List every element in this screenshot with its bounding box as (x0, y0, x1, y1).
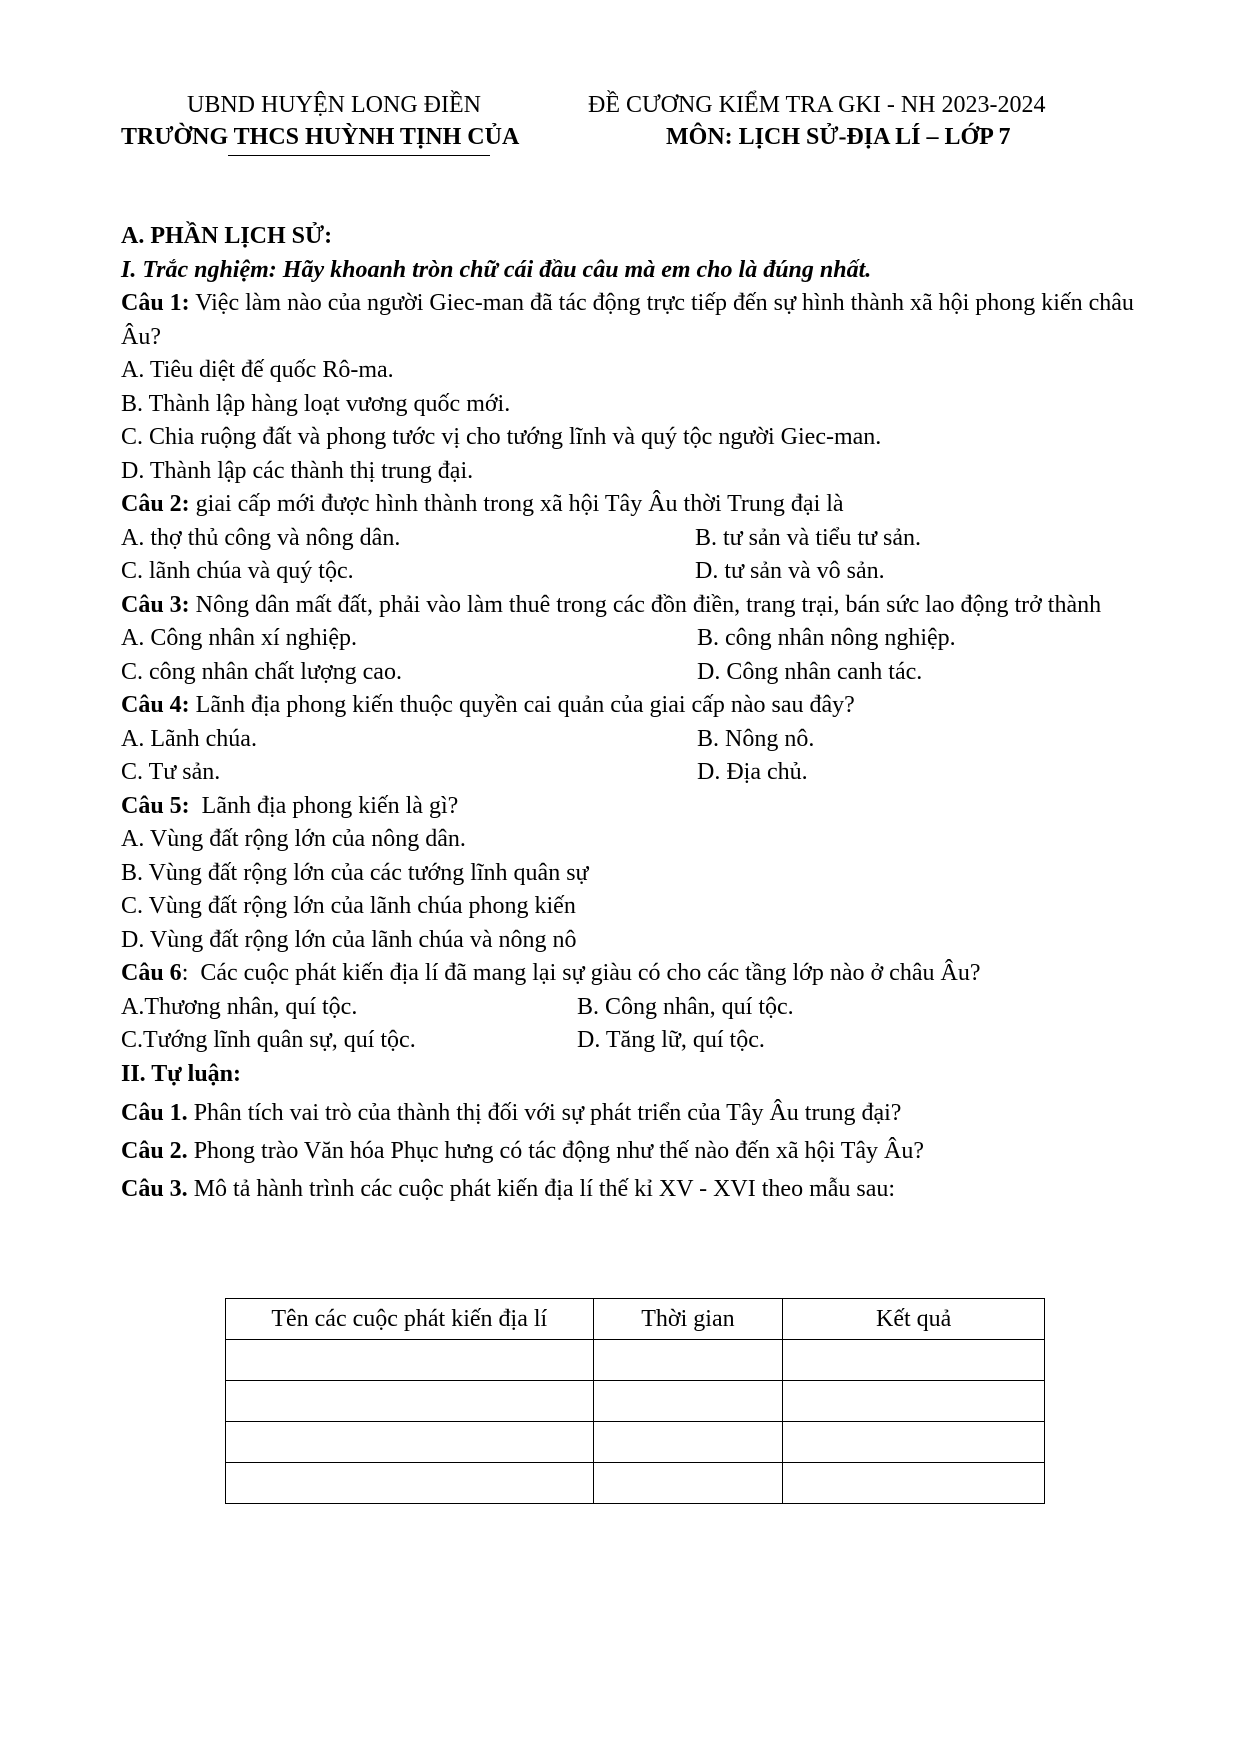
question-label: Câu 5: (121, 792, 190, 819)
question-text: Việc làm nào của người Giec-man đã tác động trực tiếp đến sự hình thành xã hội phong kiến châu Âu? (121, 290, 1134, 350)
question-label: Câu 6 (121, 960, 182, 986)
table-header-result: Kết quả (783, 1299, 1045, 1340)
question-3 (121, 589, 1151, 623)
option: B. công nhân nông nghiệp. (697, 625, 956, 651)
table-row (226, 1381, 1045, 1422)
option: B. Công nhân, quí tộc. (577, 993, 794, 1020)
table-header-row (226, 1299, 1045, 1340)
option: C.Tướng lĩnh quân sự, quí tộc. (121, 1027, 416, 1053)
option: C. Vùng đất rộng lớn của lãnh chúa phong kiến (121, 893, 576, 919)
essay-question-1 (121, 1094, 1151, 1132)
header-school: TRƯỜNG THCS HUỲNH TỊNH CỦA (121, 124, 520, 150)
table-cell[interactable] (593, 1463, 783, 1504)
discovery-table (225, 1298, 1045, 1504)
question-label: Câu 1: (121, 290, 190, 316)
option: D. Địa chủ. (697, 759, 808, 785)
table-cell[interactable] (593, 1422, 783, 1463)
table-row (226, 1422, 1045, 1463)
option: D. tư sản và vô sản. (695, 558, 885, 584)
essay-text: Mô tả hành trình các cuộc phát kiến địa lí thế kỉ XV - XVI theo mẫu sau: (187, 1176, 896, 1202)
table-cell[interactable] (783, 1381, 1045, 1422)
essay-question-2 (121, 1132, 1151, 1170)
question-text: Lãnh địa phong kiến thuộc quyền cai quản của giai cấp nào sau đây? (189, 692, 855, 718)
option-row (121, 522, 1151, 556)
option: C. công nhân chất lượng cao. (121, 658, 402, 685)
question-1 (121, 287, 1151, 354)
option: C. lãnh chúa và quý tộc. (121, 558, 354, 584)
header-underline (228, 155, 490, 156)
option: A. Vùng đất rộng lớn của nông dân. (121, 826, 466, 852)
option: B. tư sản và tiểu tư sản. (695, 524, 921, 551)
option: C. Chia ruộng đất và phong tước vị cho tướng lĩnh và quý tộc người Giec-man. (121, 424, 882, 450)
question-text: giai cấp mới được hình thành trong xã hội Tây Âu thời Trung đại là (189, 491, 844, 517)
option: D. Thành lập các thành thị trung đại. (121, 457, 474, 484)
question-text: Lãnh địa phong kiến là gì? (189, 792, 459, 819)
option-row (121, 756, 1151, 790)
question-label: Câu 2: (121, 491, 190, 517)
question-4 (121, 689, 1151, 723)
option-row (121, 1024, 1151, 1058)
question-text: Nông dân mất đất, phải vào làm thuê trong các đồn điền, trang trại, bán sức lao động trở thành (189, 591, 1102, 618)
table-cell[interactable] (593, 1381, 783, 1422)
table-cell[interactable] (593, 1340, 783, 1381)
option: A. Tiêu diệt đế quốc Rô-ma. (121, 357, 394, 383)
question-label: Câu 3: (121, 591, 190, 618)
option-row (121, 991, 1151, 1025)
question-2 (121, 488, 1151, 522)
header-subject: MÔN: LỊCH SỬ-ĐỊA LÍ – LỚP 7 (666, 124, 1011, 150)
option-row (121, 622, 1151, 656)
option: A. thợ thủ công và nông dân. (121, 524, 401, 551)
option: D. Vùng đất rộng lớn của lãnh chúa và nông nô (121, 926, 577, 953)
essay-label: Câu 1. (121, 1100, 188, 1126)
table-cell[interactable] (226, 1381, 594, 1422)
table-row (226, 1463, 1045, 1504)
question-text: : Các cuộc phát kiến địa lí đã mang lại sự giàu có cho các tầng lớp nào ở châu Âu? (181, 960, 981, 986)
option: A. Công nhân xí nghiệp. (121, 625, 357, 651)
option: A.Thương nhân, quí tộc. (121, 993, 358, 1020)
table-cell[interactable] (783, 1340, 1045, 1381)
table-header-name: Tên các cuộc phát kiến địa lí (226, 1299, 594, 1340)
option: B. Thành lập hàng loạt vương quốc mới. (121, 390, 511, 417)
table-row (226, 1340, 1045, 1381)
option: B. Vùng đất rộng lớn của các tướng lĩnh quân sự (121, 859, 589, 886)
header-authority: UBND HUYỆN LONG ĐIỀN (187, 92, 481, 118)
option: D. Tăng lữ, quí tộc. (577, 1027, 765, 1053)
table-cell[interactable] (783, 1422, 1045, 1463)
part1-title: I. Trắc nghiệm: Hãy khoanh tròn chữ cái đầu câu mà em cho là đúng nhất. (121, 256, 872, 283)
essay-label: Câu 2. (121, 1138, 188, 1164)
option: B. Nông nô. (697, 725, 815, 752)
option: A. Lãnh chúa. (121, 725, 257, 752)
option: D. Công nhân canh tác. (697, 658, 923, 685)
essay-question-3 (121, 1170, 1151, 1208)
essay-questions (121, 1094, 1151, 1208)
essay-label: Câu 3. (121, 1176, 188, 1202)
question-label: Câu 4: (121, 692, 190, 718)
option-row (121, 656, 1151, 690)
table-cell[interactable] (226, 1463, 594, 1504)
table-header-time: Thời gian (593, 1299, 783, 1340)
table-cell[interactable] (226, 1422, 594, 1463)
question-6 (121, 957, 1151, 991)
option-row (121, 555, 1151, 589)
question-5 (121, 790, 1151, 824)
table-cell[interactable] (226, 1340, 594, 1381)
table-cell[interactable] (783, 1463, 1045, 1504)
main-content (121, 220, 1151, 1208)
essay-text: Phân tích vai trò của thành thị đối với sự phát triển của Tây Âu trung đại? (187, 1100, 902, 1126)
option: C. Tư sản. (121, 759, 221, 785)
header-exam-title: ĐỀ CƯƠNG KIỂM TRA GKI - NH 2023-2024 (588, 92, 1046, 118)
option-row (121, 723, 1151, 757)
section-title: A. PHẦN LỊCH SỬ: (121, 223, 333, 249)
part2-title: II. Tự luận: (121, 1060, 242, 1087)
essay-text: Phong trào Văn hóa Phục hưng có tác động như thế nào đến xã hội Tây Âu? (187, 1138, 924, 1164)
